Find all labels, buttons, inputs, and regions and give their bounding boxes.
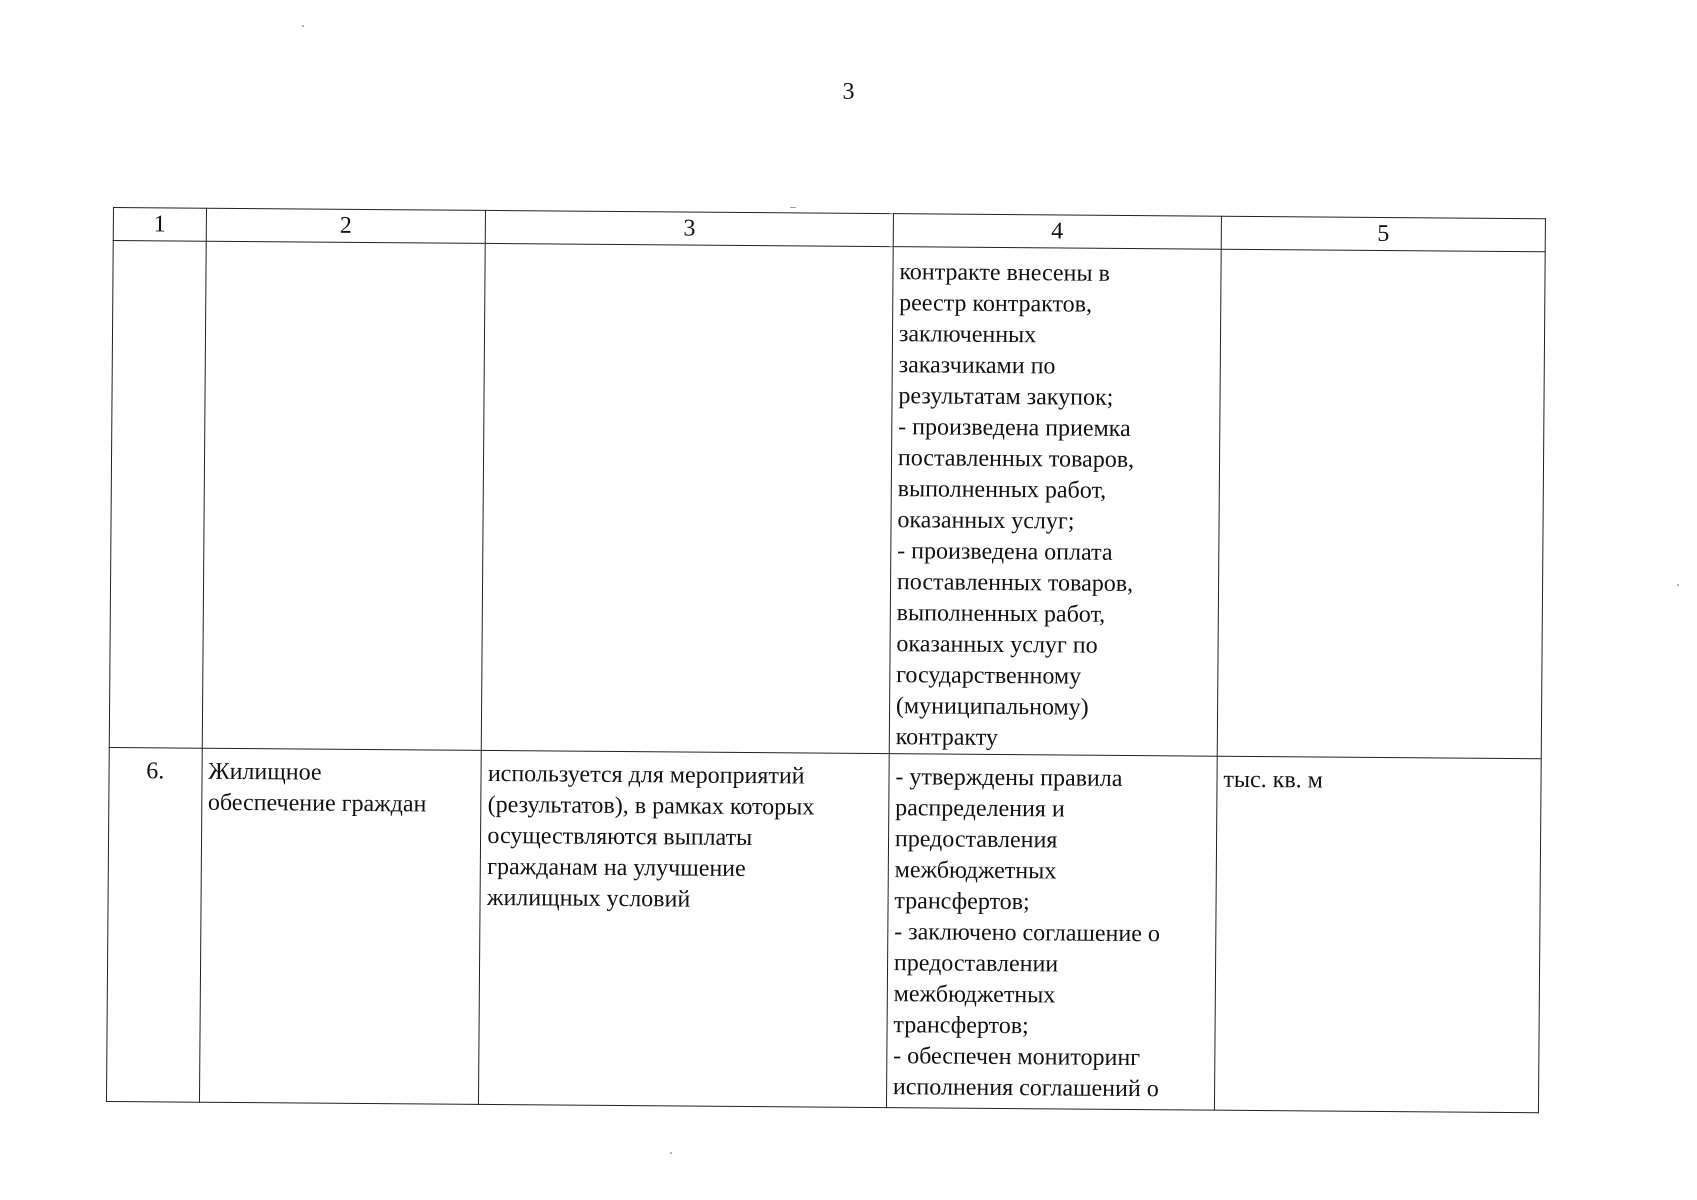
- cell-text-line: государственному: [896, 662, 1082, 690]
- cell-text-line: исполнения соглашений о: [892, 1074, 1159, 1103]
- cell-text-line: поставленных товаров,: [896, 569, 1134, 598]
- scan-speck: [1677, 584, 1679, 586]
- cell-text-line: - заключено соглашение о: [894, 919, 1161, 948]
- description-cell: [479, 750, 889, 1107]
- cell-text-line: предоставлении: [893, 950, 1059, 978]
- cell-text-line: - обеспечен мониторинг: [893, 1043, 1141, 1072]
- column-header-2: 2: [206, 208, 486, 243]
- cell-text-line: трансфертов;: [894, 888, 1030, 916]
- cell-text-line: (результатов), в рамках которых: [487, 791, 815, 821]
- cell-text-line: выполненных работ,: [897, 476, 1107, 504]
- cell-text-line: жилищных условий: [486, 884, 691, 913]
- cell-text-line: предоставления: [894, 826, 1058, 854]
- scan-speck: [302, 25, 304, 27]
- column-header-1: 1: [113, 208, 206, 242]
- control-points-cell: [889, 247, 1221, 757]
- control-points-cell: [886, 754, 1217, 1111]
- cell-text-line: выполненных работ,: [896, 600, 1106, 628]
- cell-text-line: распределения и: [895, 795, 1065, 823]
- page-number: 3: [842, 79, 855, 105]
- cell-text-line: - произведена оплата: [897, 538, 1113, 566]
- unit-cell: [1214, 756, 1541, 1113]
- row-number-cell: 6.: [106, 747, 201, 1102]
- cell-text-line: заключенных: [898, 321, 1037, 349]
- cell-text-line: межбюджетных: [893, 981, 1056, 1009]
- table-row-continuation: [109, 241, 1545, 759]
- cell-text-line: Жилищное: [208, 758, 322, 786]
- cell-text-line: контракту: [895, 724, 999, 751]
- unit-cell: [1217, 249, 1545, 759]
- cell-text-line: трансфертов;: [893, 1012, 1029, 1040]
- cell-text-line: заказчиками по: [898, 352, 1056, 380]
- cell-text-line: - утверждены правила: [895, 764, 1123, 792]
- cell-text-line: оказанных услуг;: [897, 507, 1075, 535]
- cell-text-line: осуществляются выплаты: [487, 822, 753, 852]
- cell-text-line: используется для мероприятий: [487, 760, 805, 790]
- column-header-4: 4: [893, 214, 1221, 250]
- cell-text-line: результатам закупок;: [898, 383, 1114, 411]
- cell-text-line: оказанных услуг по: [896, 631, 1098, 659]
- scan-speck: [670, 1152, 672, 1154]
- cell-text-line: обеспечение граждан: [207, 789, 427, 818]
- direction-cell: [202, 241, 486, 750]
- description-cell: [482, 243, 894, 753]
- column-header-5: 5: [1221, 216, 1545, 252]
- cell-text-line: (муниципальному): [895, 693, 1089, 721]
- cell-text-line: гражданам на улучшение: [487, 853, 746, 882]
- row-number-cell: [109, 241, 206, 749]
- cell-text-line: поставленных товаров,: [897, 445, 1135, 474]
- cell-text-line: контракте внесены в: [899, 259, 1111, 287]
- cell-text-line: - произведена приемка: [898, 414, 1131, 442]
- direction-cell: [199, 748, 482, 1104]
- cell-text-line: межбюджетных: [894, 857, 1057, 885]
- column-header-3: 3: [486, 210, 894, 246]
- scan-speck: [790, 207, 796, 208]
- cell-text-line: тыс. кв. м: [1223, 766, 1324, 794]
- cell-text-line: реестр контрактов,: [899, 290, 1093, 318]
- results-table: [106, 207, 1546, 1113]
- table-row-6: [106, 747, 1541, 1112]
